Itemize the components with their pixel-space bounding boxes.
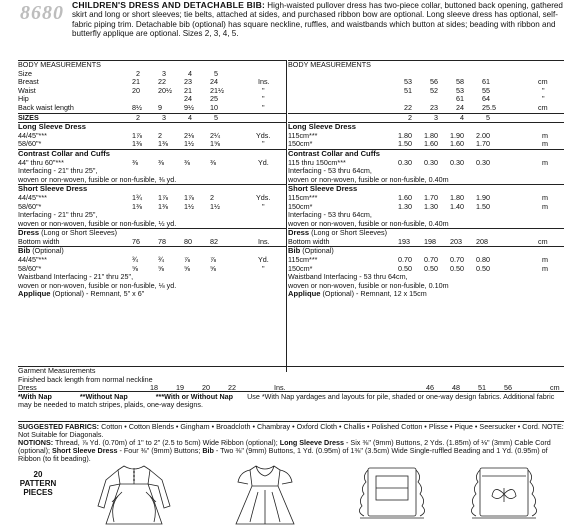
yardage-value: 1.60	[398, 192, 412, 202]
body-measurements-title: BODY MEASUREMENTS	[288, 60, 371, 69]
measure-value: 8½	[132, 102, 142, 112]
yardage-value: 1.50	[476, 201, 490, 211]
section-title: Long Sleeve Dress	[18, 122, 86, 132]
interfacing-note: Interfacing - 53 thru 64cm,	[288, 166, 372, 176]
bib-imperial	[18, 246, 286, 299]
yardage-value: 1⅞	[158, 192, 168, 202]
interfacing-note: Waistband Interfacing - 21" thru 25",	[18, 272, 134, 282]
yardage-row	[288, 140, 564, 149]
yardage-value: ⅜	[158, 157, 164, 167]
yardage-value: 1⅜	[158, 139, 168, 149]
metric-column	[288, 60, 564, 299]
interfacing-note: Interfacing - 53 thru 64cm,	[288, 210, 372, 220]
bottom-width-label: Bottom width	[18, 236, 60, 246]
measure-value: 56	[430, 77, 438, 87]
interfacing-note: Interfacing - 21" thru 25",	[18, 210, 98, 220]
yardage-value: 0.30	[450, 157, 464, 167]
fabric-width: 150cm*	[288, 139, 313, 149]
section-subtitle: (Long or Short Sleeves)	[309, 228, 388, 238]
measure-value: 23	[184, 77, 192, 87]
interfacing-note: woven or non-woven, fusible or non-fusible, ½ yd.	[18, 218, 177, 228]
yardage-unit: m	[542, 255, 548, 265]
dress-bottom-imperial	[18, 228, 286, 246]
bottom-width-row	[288, 238, 564, 247]
yardage-value: 1.80	[398, 130, 412, 140]
section-subtitle: (Long or Short Sleeves)	[39, 228, 118, 238]
finished-length-value: 48	[452, 383, 460, 393]
yardage-value: 0.70	[398, 255, 412, 265]
yardage-value: ¾	[132, 255, 138, 265]
yardage-unit: Yds.	[256, 130, 271, 140]
finished-length-note: Finished back length from normal neckline	[18, 374, 153, 384]
measure-value: 9	[158, 102, 162, 112]
yardage-value: 1.40	[450, 201, 464, 211]
dress-bottom-metric	[288, 228, 564, 246]
interfacing-note: Interfacing - 21" thru 25",	[18, 166, 98, 176]
finished-length-value: 46	[426, 383, 434, 393]
contrast-metric	[288, 149, 564, 184]
yardage-value: 1.80	[424, 130, 438, 140]
fabric-width: 115cm***	[288, 130, 318, 140]
yardage-value: 1⅝	[210, 139, 220, 149]
yardage-value: ⅝	[184, 263, 190, 273]
notions-text: Thread, ⅞ Yd. (0.70m) of 1" to 2" (2.5 to 5cm) Wide Ribbon (optional);	[53, 438, 280, 447]
notions-label: NOTIONS:	[18, 438, 54, 447]
fabric-width: 58/60"*	[18, 139, 42, 149]
short-sleeve-imperial	[18, 184, 286, 228]
measure-unit: "	[262, 94, 265, 104]
pattern-number: 8680	[20, 2, 64, 24]
yardage-value: 1.60	[450, 139, 464, 149]
yardage-value: ⅞	[210, 255, 216, 265]
size-value: 3	[162, 112, 166, 122]
measure-value: 51	[404, 85, 412, 95]
yardage-unit: "	[262, 263, 265, 273]
long-sleeve-dress-back-drawing	[88, 462, 180, 528]
size-value: 3	[434, 112, 438, 122]
yardage-value: 0.30	[424, 157, 438, 167]
finished-length-label: Dress	[18, 383, 37, 393]
body-measurements-imperial	[18, 60, 286, 113]
section-title: Short Sleeve Dress	[18, 184, 88, 194]
pieces-label: PATTERN	[19, 479, 57, 488]
finished-length-unit: cm	[550, 383, 560, 393]
yardage-value: ⅝	[158, 263, 164, 273]
applique-label: Applique	[288, 289, 321, 299]
yardage-unit: "	[262, 139, 265, 149]
description-title: CHILDREN'S DRESS AND DETACHABLE BIB:	[72, 0, 266, 10]
measure-row	[288, 95, 564, 104]
sizes-row-imperial	[18, 113, 286, 123]
yardage-value: 1.30	[398, 201, 412, 211]
yardage-value: ⅜	[210, 157, 216, 167]
yardage-value: 1.90	[476, 192, 490, 202]
notions-bib-text: - Two ⅜" (9mm) Buttons, 1 Yd. (0.95m) of 1⅜" (3.5cm) Wide Single-ruffled Beading and 1 Yd. (0.95m) of Ribbon (to fit beading).	[18, 446, 548, 464]
body-measurements-metric	[288, 60, 564, 113]
finished-length-value: 19	[176, 383, 184, 393]
bottom-width-unit: cm	[538, 236, 548, 246]
finished-length-value: 51	[478, 383, 486, 393]
description-body: High-waisted pullover dress has two-piece collar, buttoned back opening, gathered skirt and long or short sleeves; tie belts, attached at sides, and purchased ribbon bow are optional. Long sleeve dress has optional, self-fabric piping trim. Detachable bib (optional) has square neckline, ruffles, and waistbands which button at sides; beading with ribbon and butterfly applique are optional. Sizes 2, 3, 4, 5.	[72, 1, 563, 38]
measure-value: 10	[210, 102, 218, 112]
notions-long-label: Long Sleeve Dress	[279, 438, 345, 447]
yardage-value: ⅜	[132, 157, 138, 167]
section-title: Contrast Collar and Cuffs	[288, 148, 380, 158]
interfacing-note: woven or non-woven, fusible or non-fusible, 0.10m	[288, 280, 449, 290]
yardage-value: 0.50	[450, 263, 464, 273]
section-title: Bib	[18, 246, 31, 256]
measure-value: 58	[456, 77, 464, 87]
measure-value: 24	[210, 77, 218, 87]
fabric-width: 44/45"***	[18, 192, 47, 202]
notions-bib-label: Bib	[202, 446, 214, 456]
yardage-value: ⅝	[132, 263, 138, 273]
yardage-value: 0.50	[476, 263, 490, 273]
finished-length-value: 20	[202, 383, 210, 393]
fabrics-label: SUGGESTED FABRICS:	[18, 422, 100, 431]
yardage-value: 2¼	[210, 130, 220, 140]
notions-short-label: Short Sleeve Dress	[51, 446, 118, 456]
measure-value: 53	[404, 77, 412, 87]
measure-value: 23	[430, 102, 438, 112]
bib-drawing	[358, 462, 426, 528]
pieces-number: 20	[33, 470, 43, 479]
with-or-without-nap-label: ***With or Without Nap	[155, 392, 234, 401]
interfacing-note: Waistband Interfacing - 53 thru 64cm,	[288, 272, 408, 282]
interfacing-note: woven or non-woven, fusible or non-fusible, 0.40m	[288, 218, 449, 228]
yardage-unit: m	[542, 157, 548, 167]
nap-legend	[18, 391, 564, 409]
bottom-width-value: 208	[476, 236, 488, 246]
measure-row	[288, 87, 564, 96]
yardage-value: 0.70	[424, 255, 438, 265]
fabrics-text: Cotton • Cotton Blends • Gingham • Broadcloth • Chambray • Oxford Cloth • Challis • Polished Cotton • Plisse • Pique • Seersucker • Cord. NOTE: Not Suitable for Diagonals.	[18, 422, 564, 440]
fabric-width: 44/45"***	[18, 130, 47, 140]
yardage-value: 1.90	[450, 130, 464, 140]
yardage-value: ¾	[158, 255, 164, 265]
yardage-unit: Yds.	[256, 192, 271, 202]
yardage-value: 1½	[210, 201, 220, 211]
measure-value: 9½	[184, 102, 194, 112]
short-sleeve-metric	[288, 184, 564, 228]
fabric-width: 150cm*	[288, 201, 313, 211]
bottom-width-value: 193	[398, 236, 410, 246]
column-divider	[286, 60, 287, 372]
measure-label: Back waist length	[18, 102, 74, 112]
yardage-unit: m	[542, 201, 548, 211]
bottom-width-label: Bottom width	[288, 236, 330, 246]
yardage-value: 1½	[184, 139, 194, 149]
notions-long-text: - Six ⅜" (9mm) Buttons, 2 Yds. (1.85m) of ⅛" (3mm) Cable Cord (optional);	[18, 438, 551, 456]
section-title: Short Sleeve Dress	[288, 184, 358, 194]
measure-row	[18, 87, 286, 96]
bottom-width-value: 78	[158, 236, 166, 246]
measure-value: 61	[456, 94, 464, 104]
bottom-width-value: 80	[184, 236, 192, 246]
section-title: Bib	[288, 246, 301, 256]
bottom-width-unit: Ins.	[258, 236, 270, 246]
size-value: 4	[188, 68, 192, 78]
measure-value: 21	[132, 77, 140, 87]
yardage-row	[18, 256, 286, 265]
notions-short-text: - Four ⅜" (9mm) Buttons;	[117, 446, 203, 456]
yardage-value: 1.70	[476, 139, 490, 149]
yardage-value: 1¾	[132, 192, 142, 202]
size-value: 4	[188, 112, 192, 122]
size-value: 5	[214, 68, 218, 78]
yardage-value: ⅞	[184, 255, 190, 265]
measure-value: 24	[456, 102, 464, 112]
garment-measurements-title: Garment Measurements	[18, 366, 96, 375]
measure-value: 20	[132, 85, 140, 95]
garment-measurements	[18, 366, 564, 393]
measure-unit: "	[542, 94, 545, 104]
sizes-row-metric	[288, 113, 564, 123]
pattern-pieces-count	[18, 470, 58, 497]
yardage-value: 1.30	[424, 201, 438, 211]
measure-value: 61	[482, 77, 490, 87]
size-value: 2	[136, 68, 140, 78]
yardage-row	[18, 140, 286, 149]
size-value: 2	[408, 112, 412, 122]
yardage-row	[18, 132, 286, 141]
measure-unit: cm	[538, 102, 548, 112]
fabric-width: 115 thru 150cm***	[288, 157, 346, 167]
yardage-value: 1.50	[398, 139, 412, 149]
with-nap-label: *With Nap	[18, 392, 52, 401]
fabric-width: 115cm***	[288, 255, 318, 265]
yardage-value: 0.50	[398, 263, 412, 273]
fabric-width: 58/60"*	[18, 263, 42, 273]
fabric-width: 44/45"***	[18, 255, 47, 265]
section-subtitle: (Optional)	[300, 246, 334, 256]
bottom-width-value: 82	[210, 236, 218, 246]
without-nap-label: **Without Nap	[79, 392, 128, 401]
measure-label: Breast	[18, 77, 39, 87]
yardage-value: 1⅜	[132, 201, 142, 211]
section-title: Dress	[288, 228, 310, 238]
size-value: 4	[460, 112, 464, 122]
yardage-value: 2	[210, 192, 214, 202]
size-value: 5	[214, 112, 218, 122]
pieces-label: PIECES	[23, 488, 53, 497]
yardage-value: 1⅞	[184, 192, 194, 202]
yardage-value: 0.70	[450, 255, 464, 265]
size-row	[18, 70, 286, 79]
yardage-unit: m	[542, 130, 548, 140]
finished-length-value: 18	[150, 383, 158, 393]
yardage-value: 0.30	[398, 157, 412, 167]
nap-note: Use *With Nap yardages and layouts for pile, shaded or one-way design fabrics. Additional fabric may be needed to match stripes, plaids, one-way designs.	[18, 392, 555, 410]
yardage-value: 1⅜	[158, 201, 168, 211]
measure-label: Hip	[18, 94, 29, 104]
bib-applique-drawing	[470, 462, 538, 528]
yardage-unit: m	[542, 192, 548, 202]
fabric-width: 150cm*	[288, 263, 313, 273]
measure-value: 22	[404, 102, 412, 112]
long-sleeve-imperial	[18, 122, 286, 149]
yardage-value: 1⅜	[132, 139, 142, 149]
measure-value: 25.5	[482, 102, 496, 112]
contrast-imperial	[18, 149, 286, 184]
sizes-label: SIZES	[18, 112, 39, 122]
applique-note: (Optional) - Remnant, 12 x 15cm	[320, 289, 427, 299]
measure-value: 53	[456, 85, 464, 95]
measure-value: 24	[184, 94, 192, 104]
size-value: 3	[162, 68, 166, 78]
applique-note: (Optional) - Remnant, 5" x 6"	[50, 289, 145, 299]
yardage-value: 1.80	[450, 192, 464, 202]
measure-value: 21	[184, 85, 192, 95]
section-title: Long Sleeve Dress	[288, 122, 356, 132]
measure-value: 25	[210, 94, 218, 104]
size-value: 5	[486, 112, 490, 122]
measure-value: 20½	[158, 85, 172, 95]
measure-unit: "	[262, 85, 265, 95]
short-sleeve-dress-drawing	[222, 462, 308, 528]
bottom-width-row	[18, 238, 286, 247]
yardage-unit: Yd.	[258, 255, 269, 265]
interfacing-note: woven or non-woven, fusible or non-fusible, ⅜ yd.	[18, 174, 177, 184]
yardage-value: 1.60	[424, 139, 438, 149]
finished-length-unit: Ins.	[274, 383, 286, 393]
bottom-width-value: 198	[424, 236, 436, 246]
measure-value: 21½	[210, 85, 224, 95]
yardage-unit: m	[542, 263, 548, 273]
yardage-value: 0.30	[476, 157, 490, 167]
measure-row	[18, 104, 286, 113]
measure-unit: cm	[538, 77, 548, 87]
bib-metric	[288, 246, 564, 299]
yardage-unit: "	[262, 201, 265, 211]
yardage-value: 1⅞	[132, 130, 142, 140]
measure-value: 55	[482, 85, 490, 95]
section-subtitle: (Optional)	[30, 246, 64, 256]
measure-row	[288, 104, 564, 113]
pattern-description	[72, 1, 566, 38]
yardage-value: 0.80	[476, 255, 490, 265]
body-measurements-title: BODY MEASUREMENTS	[18, 60, 101, 69]
section-title: Dress	[18, 228, 40, 238]
size-label: Size	[18, 68, 32, 78]
finished-length-value: 56	[504, 383, 512, 393]
yardage-unit: Yd.	[258, 157, 269, 167]
notions	[18, 439, 564, 464]
measure-row	[18, 78, 286, 87]
interfacing-note: woven or non-woven, fusible or non-fusible, 0.40m	[288, 174, 449, 184]
yardage-value: ⅝	[210, 263, 216, 273]
yardage-row	[18, 194, 286, 203]
fabric-width: 115cm***	[288, 192, 318, 202]
yardage-value: 1½	[184, 201, 194, 211]
measure-value: 52	[430, 85, 438, 95]
fabric-width: 44" thru 60"***	[18, 157, 64, 167]
fabric-width: 58/60"*	[18, 201, 42, 211]
measure-row	[288, 78, 564, 87]
measure-label: Waist	[18, 85, 36, 95]
section-title: Contrast Collar and Cuffs	[18, 148, 110, 158]
bottom-width-value: 76	[132, 236, 140, 246]
applique-label: Applique	[18, 289, 51, 299]
yardage-value: 2	[158, 130, 162, 140]
measure-unit: "	[542, 85, 545, 95]
yardage-unit: m	[542, 139, 548, 149]
yardage-value: 0.50	[424, 263, 438, 273]
yardage-value: 1.70	[424, 192, 438, 202]
interfacing-note: woven or non-woven, fusible or non-fusible, ⅛ yd.	[18, 280, 177, 290]
suggested-fabrics	[18, 421, 564, 439]
measure-unit: Ins.	[258, 77, 270, 87]
bottom-width-value: 203	[450, 236, 462, 246]
yardage-value: 2⅛	[184, 130, 194, 140]
imperial-column	[18, 60, 286, 299]
long-sleeve-metric	[288, 122, 564, 149]
size-value: 2	[136, 112, 140, 122]
measure-unit: "	[262, 102, 265, 112]
measure-value: 64	[482, 94, 490, 104]
measure-value: 22	[158, 77, 166, 87]
yardage-value: ⅜	[184, 157, 190, 167]
yardage-value: 2.00	[476, 130, 490, 140]
finished-length-value: 22	[228, 383, 236, 393]
